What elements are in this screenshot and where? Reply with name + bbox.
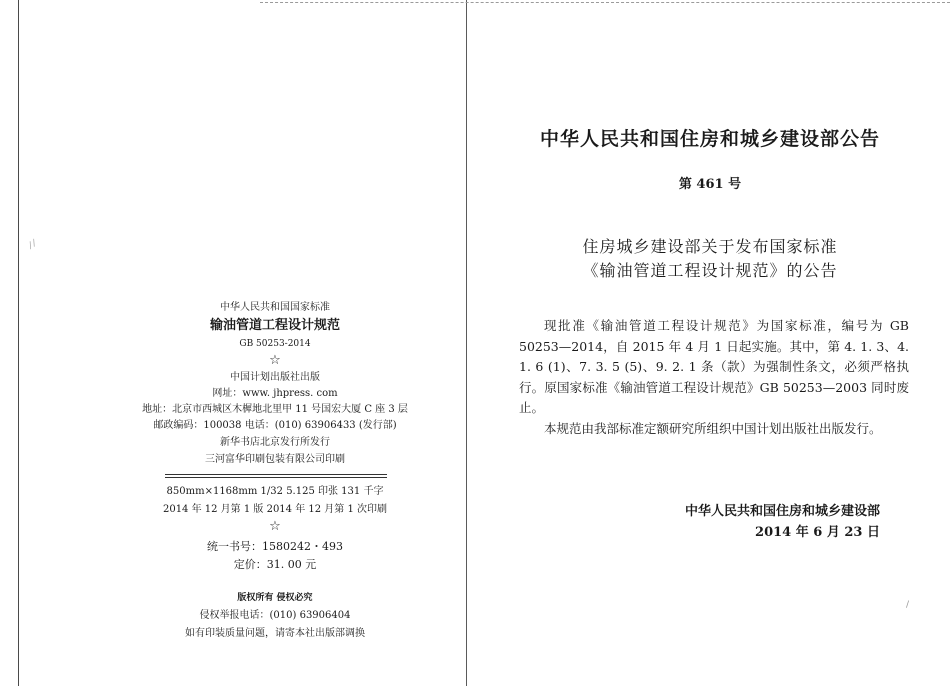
colophon-distributor: 新华书店北京发行所发行 <box>220 437 330 448</box>
colophon-printer: 三河富华印刷包装有限公司印刷 <box>205 454 345 465</box>
colophon-publisher: 中国计划出版社出版 <box>230 372 320 383</box>
colophon-divider <box>165 474 387 475</box>
colophon-edition: 2014 年 12 月第 1 版 2014 年 12 月第 1 次印刷 <box>162 504 388 515</box>
announcement-date: 2014 年 6 月 23 日 <box>755 525 880 540</box>
scan-speck: / <box>906 600 910 610</box>
page-fold-line <box>466 0 467 686</box>
announcement-body <box>519 316 909 439</box>
announcement-paragraph: 现批准《输油管道工程设计规范》为国家标准，编号为 GB 50253—2014，自 2015 年 4 月 1 日起实施。其中，第 4. 1. 3、4. 1. 6 (1)、7. 3. 5 (5)、9. 2. 1 条（款）为强制性条文，必须严格执行。原国家标准《输油管道工程设计规范》GB 50253—2003 同时废止。 <box>519 318 909 415</box>
colophon-website: 网址：www. jhpress. com <box>212 388 338 399</box>
announcement-signature: 中华人民共和国住房和城乡建设部 <box>684 504 880 519</box>
star-icon: ☆ <box>269 519 281 534</box>
announcement-subtitle-line1: 住房城乡建设部关于发布国家标准 <box>582 237 838 256</box>
colophon-divider <box>165 477 387 478</box>
colophon-series: 中华人民共和国国家标准 <box>220 302 330 313</box>
colophon-price: 定价：31. 00 元 <box>233 558 317 571</box>
scan-edge-line <box>18 0 19 686</box>
colophon-specs: 850mm×1168mm 1/32 5.125 印张 131 千字 <box>166 486 384 497</box>
announcement-subtitle-line2: 《输油管道工程设计规范》的公告 <box>582 261 838 280</box>
colophon-rights: 版权所有 侵权必究 <box>237 593 313 603</box>
colophon-isbn: 统一书号：1580242・493 <box>207 540 343 553</box>
announcement-paragraph: 本规范由我部标准定额研究所组织中国计划出版社出版发行。 <box>544 420 882 436</box>
colophon-postcode-phone: 邮政编码：100038 电话：(010) 63906433 (发行部) <box>153 420 397 431</box>
colophon-quality-note: 如有印装质量问题，请寄本社出版部调换 <box>185 628 365 639</box>
scan-speck: ⁄ ⁄ <box>27 239 39 251</box>
colophon-report-phone: 侵权举报电话：(010) 63906404 <box>199 610 351 621</box>
star-icon: ☆ <box>269 353 281 368</box>
announcement-title: 中华人民共和国住房和城乡建设部公告 <box>539 128 880 150</box>
colophon-title: 输油管道工程设计规范 <box>209 318 340 333</box>
announcement-number: 第 461 号 <box>678 177 742 192</box>
colophon-address: 地址：北京市西城区木樨地北里甲 11 号国宏大厦 C 座 3 层 <box>142 404 408 415</box>
scan-top-edge <box>260 2 950 7</box>
colophon-code: GB 50253-2014 <box>239 339 311 349</box>
